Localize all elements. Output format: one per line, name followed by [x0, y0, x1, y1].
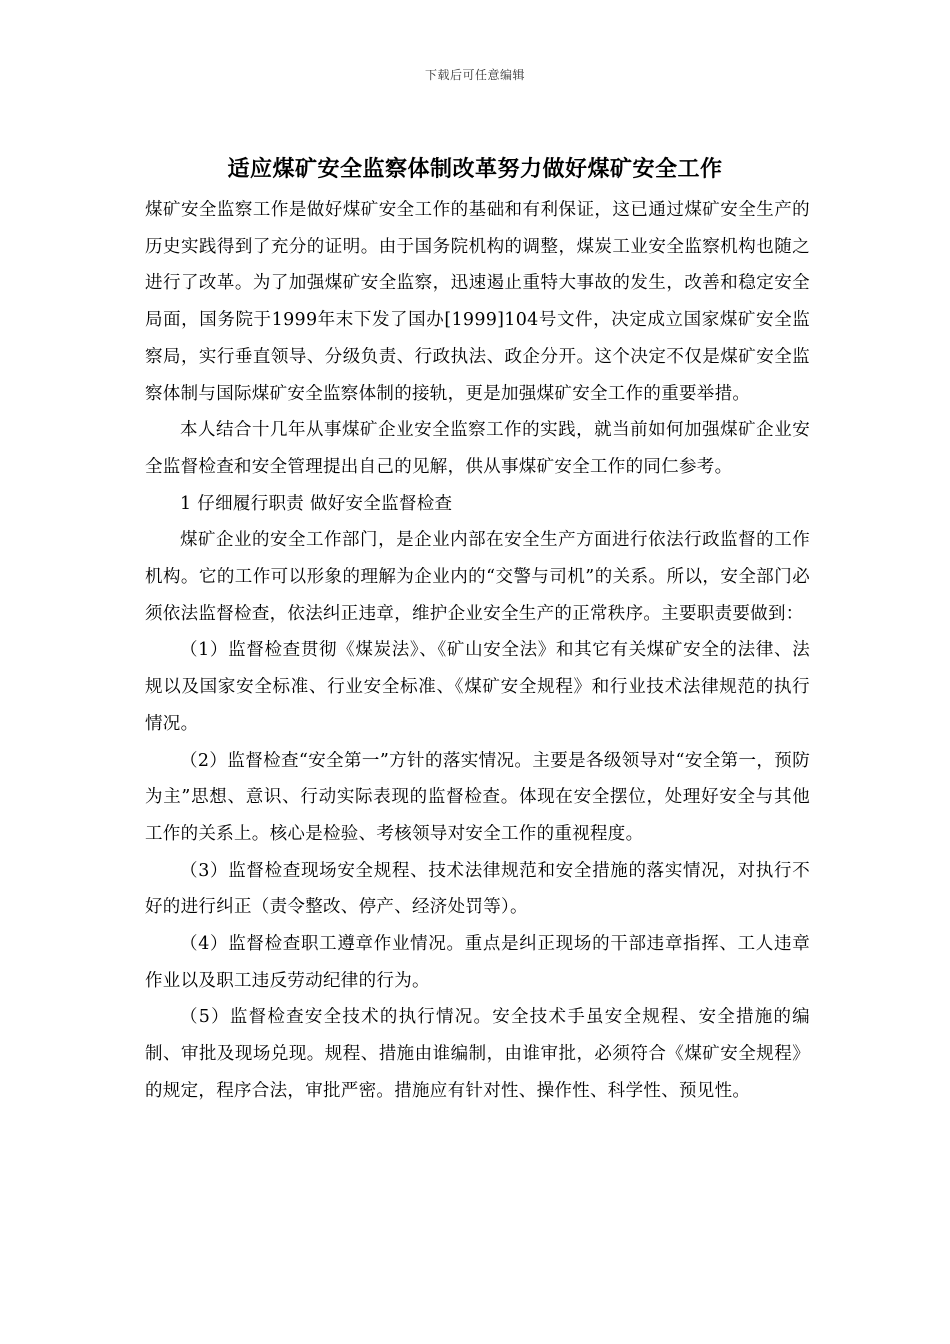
- header-note: 下载后可任意编辑: [424, 68, 525, 82]
- duty-item-1: （1）监督检查贯彻《煤炭法》、《矿山安全法》和其它有关煤矿安全的法律、法规以及国家安全标准、行业安全标准、《煤矿安全规程》和行业技术法律规范的执行情况。: [145, 640, 810, 734]
- section-heading: 1 仔细履行职责 做好安全监督检查: [180, 493, 453, 514]
- body-paragraph: 本人结合十几年从事煤矿企业安全监察工作的实践，就当前如何加强煤矿企业安全监督检查和安全管理提出自己的见解，供从事煤矿安全工作的同仁参考。: [145, 420, 810, 477]
- duty-item-4: （4）监督检查职工遵章作业情况。重点是纠正现场的干部违章指挥、工人违章作业以及职工违反劳动纪律的行为。: [145, 934, 810, 991]
- body-paragraph: 煤矿安全监察工作是做好煤矿安全工作的基础和有利保证，这已通过煤矿安全生产的历史实践得到了充分的证明。由于国务院机构的调整，煤炭工业安全监察机构也随之进行了改革。为了加强煤矿安全监察，迅速遏止重特大事故的发生，改善和稳定安全局面，国务院于1999年末下发了国办[1999]104号文件，决定成立国家煤矿安全监察局，实行垂直领导、分级负责、行政执法、政企分开。这个决定不仅是煤矿安全监察体制与国际煤矿安全监察体制的接轨，更是加强煤矿安全工作的重要举措。: [145, 200, 810, 404]
- document-body: [145, 192, 810, 1110]
- body-paragraph: 煤矿企业的安全工作部门，是企业内部在安全生产方面进行依法行政监督的工作机构。它的工作可以形象的理解为企业内的“交警与司机”的关系。所以，安全部门必须依法监督检查，依法纠正违章，维护企业安全生产的正常秩序。主要职责要做到：: [145, 530, 810, 624]
- duty-item-5: （5）监督检查安全技术的执行情况。安全技术手虽安全规程、安全措施的编制、审批及现场兑现。规程、措施由谁编制，由谁审批，必须符合《煤矿安全规程》的规定，程序合法，审批严密。措施应有针对性、操作性、科学性、预见性。: [145, 1007, 810, 1101]
- document-title: 适应煤矿安全监察体制改革努力做好煤矿安全工作: [227, 156, 723, 182]
- duty-item-2: （2）监督检查“安全第一”方针的落实情况。主要是各级领导对“安全第一，预防为主”思想、意识、行动实际表现的监督检查。体现在安全摆位，处理好安全与其他工作的关系上。核心是检验、考核领导对安全工作的重视程度。: [145, 750, 810, 844]
- duty-item-3: （3）监督检查现场安全规程、技术法律规范和安全措施的落实情况，对执行不好的进行纠正（责令整改、停产、经济处罚等）。: [145, 860, 810, 918]
